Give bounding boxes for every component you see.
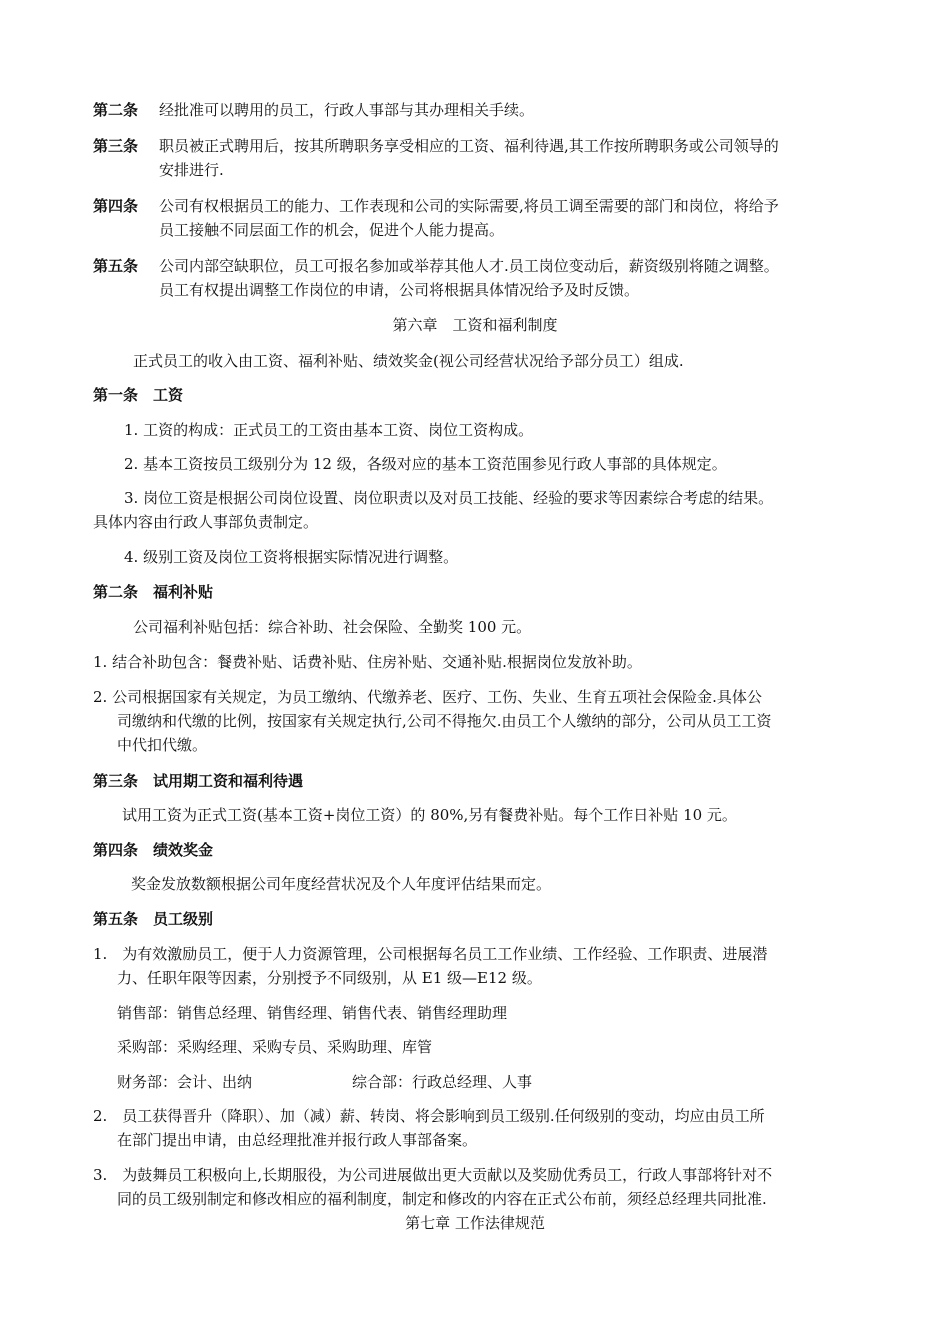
chapter-title: 第六章 工资和福利制度 — [392, 316, 558, 334]
article-label: 第二条 — [93, 101, 139, 119]
list-item-continuation: 司缴纳和代缴的比例，按国家有关规定执行,公司不得拖欠.由员工个人缴纳的部分，公司从员工工资 — [117, 712, 772, 730]
article-text: 员工接触不同层面工作的机会，促进个人能力提高。 — [159, 221, 505, 239]
article-text: 公司内部空缺职位，员工可报名参加或举荐其他人才.员工岗位变动后，薪资级别将随之调整。 — [159, 257, 779, 275]
list-item: 2. 员工获得晋升（降职）、加（减）薪、转岗、将会影响到员工级别.任何级别的变动，均应由员工所 — [93, 1107, 765, 1125]
department-roles-purchase: 采购部：采购经理、采购专员、采购助理、库管 — [117, 1038, 433, 1056]
article-text: 试用工资为正式工资(基本工资+岗位工资）的 80%,另有餐费补贴。每个工作日补贴 10 元。 — [122, 806, 737, 824]
article-heading: 第五条 员工级别 — [93, 910, 214, 928]
department-roles-finance: 财务部：会计、出纳 — [117, 1073, 253, 1091]
list-item-continuation: 中代扣代缴。 — [117, 736, 208, 754]
list-item-continuation: 同的员工级别制定和修改相应的福利制度，制定和修改的内容在正式公布前，须经总经理共同批准. — [117, 1190, 767, 1208]
chapter-intro: 正式员工的收入由工资、福利补贴、绩效奖金(视公司经营状况给予部分员工）组成. — [133, 352, 684, 370]
list-item-continuation: 具体内容由行政人事部负责制定。 — [93, 513, 319, 531]
article-text: 安排进行. — [159, 161, 224, 179]
article-label: 第四条 — [93, 197, 139, 215]
list-item: 3. 为鼓舞员工积极向上,长期服役，为公司进展做出更大贡献以及奖励优秀员工，行政人事部将针对不 — [93, 1166, 773, 1184]
article-text: 奖金发放数额根据公司年度经营状况及个人年度评估结果而定。 — [131, 875, 552, 893]
department-roles-sales: 销售部：销售总经理、销售经理、销售代表、销售经理助理 — [117, 1004, 508, 1022]
list-item: 1. 结合补助包含：餐费补贴、话费补贴、住房补贴、交通补贴.根据岗位发放补助。 — [93, 653, 642, 671]
department-roles-general: 综合部：行政总经理、人事 — [352, 1073, 533, 1091]
chapter-title: 第七章 工作法律规范 — [405, 1214, 545, 1232]
list-item: 2. 基本工资按员工级别分为 12 级，各级对应的基本工资范围参见行政人事部的具体规定。 — [124, 455, 727, 473]
list-item-continuation: 力、任职年限等因素，分别授予不同级别，从 E1 级—E12 级。 — [117, 969, 542, 987]
article-text: 员工有权提出调整工作岗位的申请，公司将根据具体情况给予及时反馈。 — [159, 281, 640, 299]
list-item: 2. 公司根据国家有关规定，为员工缴纳、代缴养老、医疗、工伤、失业、生育五项社会保险金.具体公 — [93, 688, 762, 706]
article-heading: 第二条 福利补贴 — [93, 583, 214, 601]
list-item: 4. 级别工资及岗位工资将根据实际情况进行调整。 — [124, 548, 459, 566]
list-item: 3. 岗位工资是根据公司岗位设置、岗位职责以及对员工技能、经验的要求等因素综合考虑的结果。 — [124, 489, 774, 507]
article-heading: 第一条 工资 — [93, 386, 184, 404]
article-text: 职员被正式聘用后，按其所聘职务享受相应的工资、福利待遇,其工作按所聘职务或公司领导的 — [159, 137, 779, 155]
article-intro: 公司福利补贴包括：综合补助、社会保险、全勤奖 100 元。 — [133, 618, 532, 636]
article-text: 经批准可以聘用的员工，行政人事部与其办理相关手续。 — [159, 101, 535, 119]
article-heading: 第四条 绩效奖金 — [93, 841, 214, 859]
article-label: 第五条 — [93, 257, 139, 275]
article-label: 第三条 — [93, 137, 139, 155]
list-item-continuation: 在部门提出申请，由总经理批准并报行政人事部备案。 — [117, 1131, 478, 1149]
list-item: 1. 工资的构成：正式员工的工资由基本工资、岗位工资构成。 — [124, 421, 534, 439]
article-text: 公司有权根据员工的能力、工作表现和公司的实际需要,将员工调至需要的部门和岗位，将给予 — [159, 197, 779, 215]
list-item: 1. 为有效激励员工，便于人力资源管理，公司根据每名员工工作业绩、工作经验、工作职责、进展潜 — [93, 945, 768, 963]
article-heading: 第三条 试用期工资和福利待遇 — [93, 772, 304, 790]
